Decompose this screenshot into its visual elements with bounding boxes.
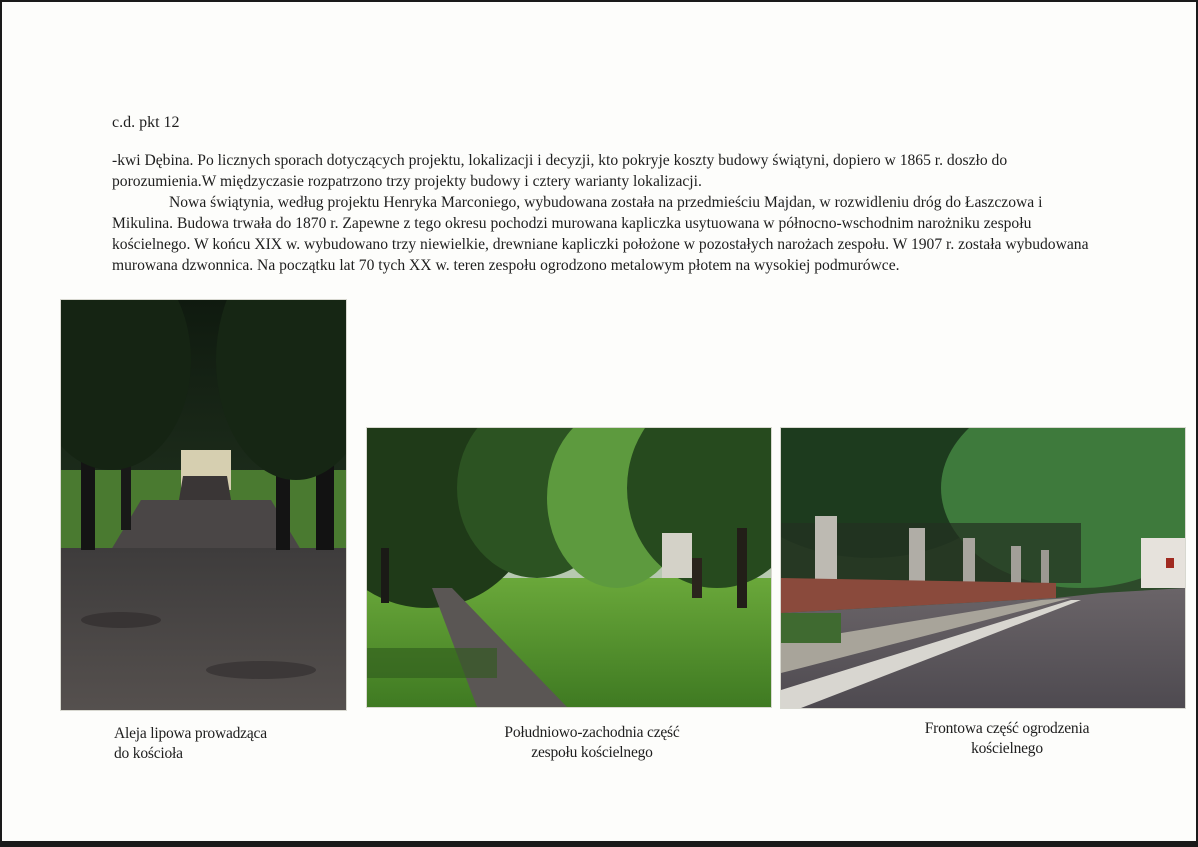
caption-line: Frontowa część ogrodzenia	[924, 720, 1090, 737]
caption-line: do kościoła	[114, 745, 183, 762]
document-page	[2, 2, 1196, 841]
caption-line: Południowo-zachodnia część	[504, 724, 680, 741]
caption-line: Aleja lipowa prowadząca	[114, 725, 267, 742]
linden-alley-image	[61, 300, 346, 710]
southwest-part-photo	[367, 428, 771, 707]
caption-line: kościelnego	[971, 740, 1043, 757]
caption-line: zespołu kościelnego	[531, 744, 653, 761]
paragraph-2: Nowa świątynia, według projektu Henryka Marconiego, wybudowana została na przedmieściu Majdan, w rozwidleniu dróg do Łaszczowa i Mikulina. Budowa trwała do 1870 r. Zapewne z tego okresu pochodzi murowana kapliczka usytuowana w północno-wschodnim narożniku zespołu kościelnego. W końcu XIX w. wybudowano trzy niewielkie, drewniane kapliczki położone w pozostałych narożach zespołu. W 1907 r. została wybudowana murowana dzwonnica. Na początku lat 70 tych XX w. teren zespołu ogrodzono metalowym płotem na wysokiej podmurówce.	[112, 194, 1089, 274]
paragraph-1: -kwi Dębina. Po licznych sporach dotyczących projektu, lokalizacji i decyzji, kto pokryje koszty budowy świątyni, dopiero w 1865 r. doszło do porozumienia.W międzyczasie rozpatrzono trzy projekty budowy i cztery warianty lokalizacji.	[112, 152, 1008, 190]
linden-alley-photo	[61, 300, 346, 710]
front-fence-photo	[781, 428, 1185, 708]
front-fence-image	[781, 428, 1185, 708]
section-reference: c.d. pkt 12	[112, 114, 180, 131]
caption-southwest-part	[472, 723, 712, 763]
body-text	[112, 150, 1102, 276]
southwest-part-image	[367, 428, 771, 707]
caption-front-fence	[897, 719, 1117, 759]
caption-linden-alley	[114, 724, 267, 764]
